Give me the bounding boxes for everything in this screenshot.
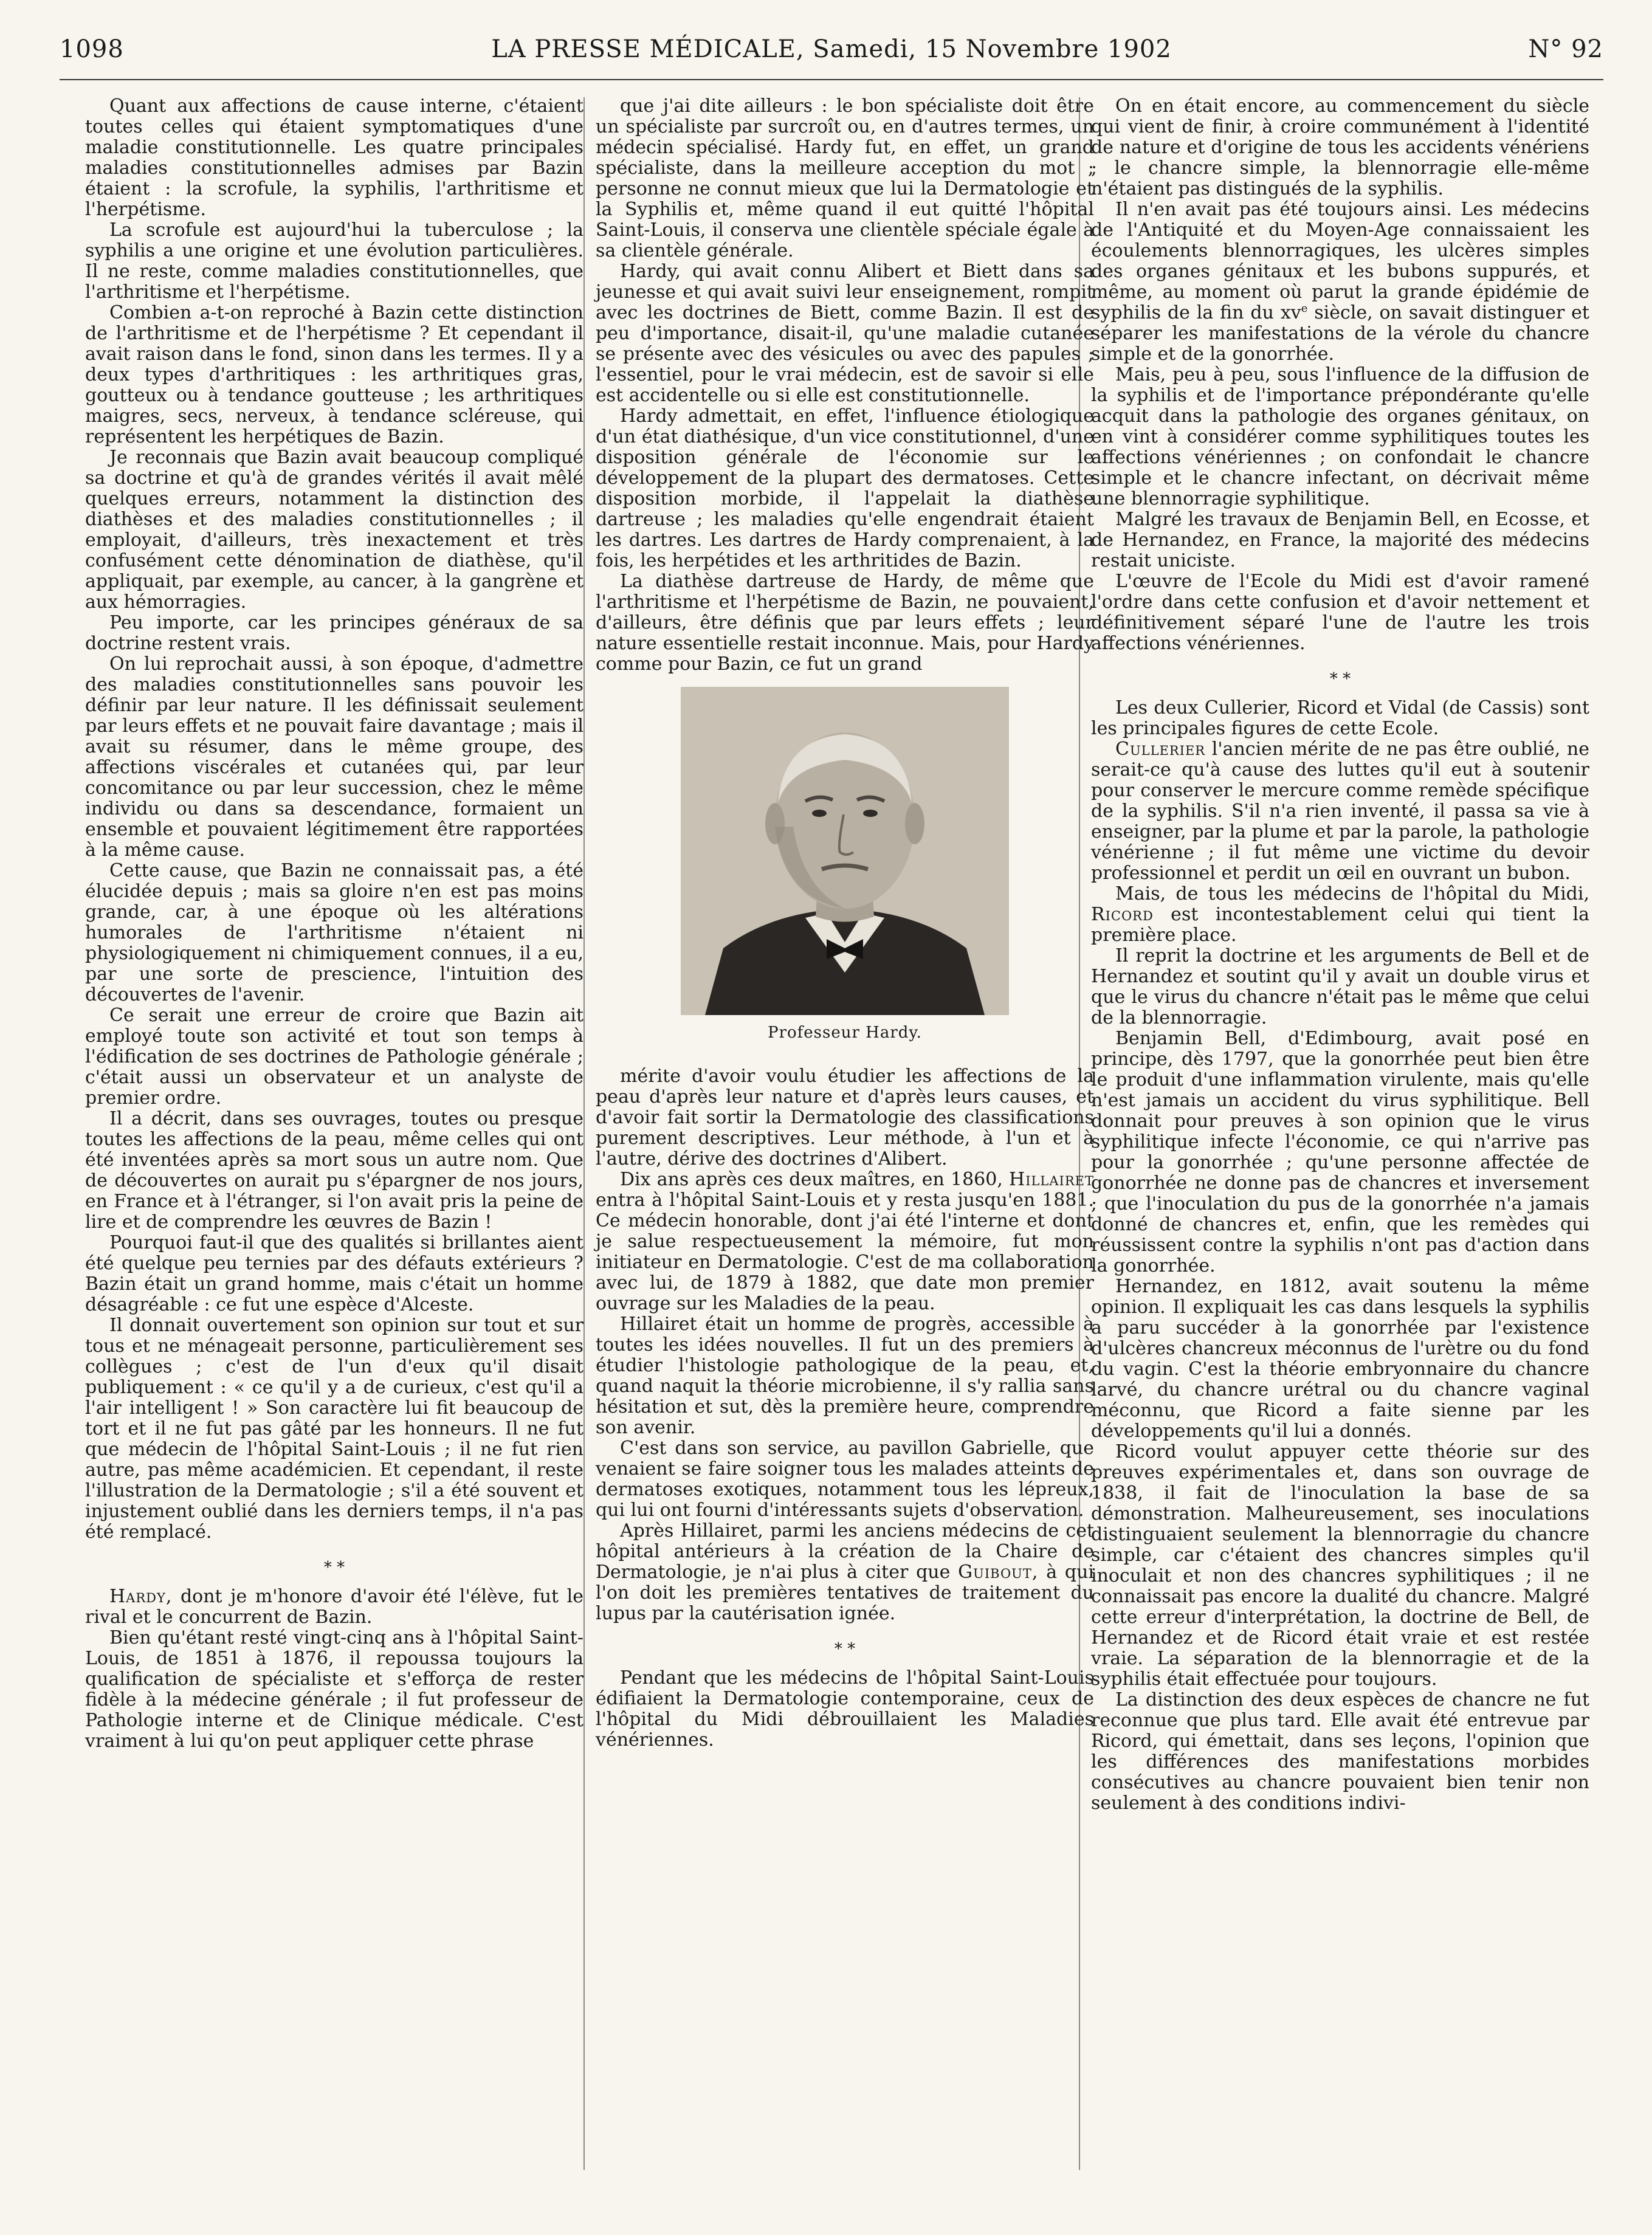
paragraph: Quant aux affections de cause interne, c'étaient toutes celles qui étaient symptomatiques d'une maladie constitutionnelle. Les quatre principales maladies constitutionnelles admises par Bazin étaient : la scrofule, la syphilis, l'arthritisme et l'herpétisme. [85, 95, 583, 220]
header-rule [60, 79, 1603, 80]
paragraph-text: l'ancien mérite de ne pas être oublié, ne serait-ce qu'à cause des luttes qu'il eut à soutenir pour conserver le mercure comme remède spécifique de la syphilis. S'il n'a rien inventé, il passa sa vie à enseigner, par la plume et par la parole, la pathologie vénérienne ; il fut même une victime du devoir professionnel et perdit un œil en ouvrant un bubon. [1091, 739, 1589, 884]
column-1 [85, 96, 583, 1752]
page-header [60, 35, 1603, 78]
paragraph: La scrofule est aujourd'hui la tuberculose ; la syphilis a une origine et une évolution particulières. Il ne reste, comme maladies constitutionnelles, que l'arthritisme et l'herpétisme. [85, 219, 583, 303]
paragraph: Hardy, qui avait connu Alibert et Biett dans sa jeunesse et qui avait suivi leur enseignement, rompit avec les doctrines de Biett, comme Bazin. Il est de peu d'importance, disait-il, qu'une maladie cutanée se présente avec des vésicules ou avec des papules ; l'essentiel, pour le vrai médecin, est de savoir si elle est accidentelle ou si elle est constitutionnelle. [596, 261, 1094, 406]
paragraph: Hernandez, en 1812, avait soutenu la même opinion. Il expliquait les cas dans lesquels la syphilis a paru succéder à la gonorrhée par l'existence d'ulcères chancreux méconnus de l'urètre ou du fond du vagin. C'est la théorie embryonnaire du chancre larvé, du chancre urétral ou du chancre vaginal méconnu, que Ricord a faite sienne par les développements qu'il lui a donnés. [1091, 1276, 1589, 1442]
name-ricord: Ricord [1091, 904, 1154, 925]
paragraph [1091, 199, 1589, 365]
paragraph: que j'ai dite ailleurs : le bon spécialiste doit être un spécialiste par surcroît ou, en d'autres termes, un médecin spécialisé. Hardy fut, en effet, un grand spécialiste, dans la meilleure acception du mot ; personne ne connut mieux que lui la Dermatologie et la Syphilis et, même quand il eut quitté l'hôpital Saint-Louis, il conserva une clientèle spéciale égale à sa clientèle générale. [596, 95, 1094, 261]
paragraph: Il a décrit, dans ses ouvrages, toutes ou presque toutes les affections de la peau, même celles qui ont été inventées après sa mort sous un autre nom. Que de découvertes on aurait pu s'épargner de nos jours, en France et à l'étranger, si l'on avait pris la peine de lire et de comprendre les œuvres de Bazin ! [85, 1108, 583, 1233]
paragraph: Pendant que les médecins de l'hôpital Saint-Louis édifiaient la Dermatologie contemporaine, ceux de l'hôpital du Midi débrouillaient les Maladies vénériennes. [596, 1667, 1094, 1751]
name-cullerier: Cullerier [1115, 739, 1206, 760]
paragraph: Je reconnais que Bazin avait beaucoup compliqué sa doctrine et qu'à de grandes vérités il avait mêlé quelques erreurs, notamment la distinction des diathèses et des maladies constitutionnelles ; il employait, d'ailleurs, très inexactement et très confusément cette dénomination de diathèse, qu'il appliquait, par exemple, au cancer, à la gangrène et aux hémorragies. [85, 447, 583, 613]
paragraph [596, 1169, 1094, 1314]
paragraph: On en était encore, au commencement du siècle qui vient de finir, à croire communément à l'identité de nature et d'origine de tous les accidents vénériens ; le chancre simple, la blennorragie elle-même n'étaient pas distingués de la syphilis. [1091, 95, 1589, 199]
paragraph: Malgré les travaux de Benjamin Bell, en Ecosse, et de Hernandez, en France, la majorité des médecins restait uniciste. [1091, 509, 1589, 571]
paragraph: Ricord voulut appuyer cette théorie sur des preuves expérimentales et, dans son ouvrage de 1838, il fait de l'inoculation la base de sa démonstration. Malheureusement, ses inoculations distinguaient seulement la blennorragie du chancre simple, car c'étaient des chancres simples qu'il inoculait et non des chancres syphilitiques ; il ne connaissait pas encore la dualité du chancre. Malgré cette erreur d'interprétation, la doctrine de Bell, de Hernandez et de Ricord était vraie et est restée vraie. La séparation de la blennorragie et de la syphilis était effectuée pour toujours. [1091, 1441, 1589, 1690]
paragraph [596, 1521, 1094, 1624]
paragraph: L'œuvre de l'Ecole du Midi est d'avoir ramené l'ordre dans cette confusion et d'avoir nettement et définitivement séparé l'une de l'autre les trois affections vénériennes. [1091, 571, 1589, 654]
paragraph: Ce serait une erreur de croire que Bazin ait employé toute son activité et tout son temps à l'édification de ses doctrines de Pathologie générale ; c'était aussi un observateur et un analyste de premier ordre. [85, 1005, 583, 1109]
superscript: e [1301, 302, 1308, 315]
paragraph [85, 1586, 583, 1628]
paragraph: Il donnait ouvertement son opinion sur tout et sur tous et ne ménageait personne, particulièrement ses collègues ; c'est de l'un d'eux qu'il disait publiquement : « ce qu'il y a de curieux, c'est qu'il a l'air intelligent ! » Son caractère lui fit beaucoup de tort et il ne fut pas gâté par les honneurs. Il ne fut que médecin de l'hôpital Saint-Louis ; il ne fut rien autre, pas même académicien. Et cependant, il reste l'illustration de la Dermatologie ; s'il a été souvent et injustement oublié dans les derniers temps, il n'a pas été remplacé. [85, 1315, 583, 1543]
paragraph-text: Il n'en avait pas été toujours ainsi. Les médecins de l'Antiquité et du Moyen-Age connaissaient les écoulements blennorragiques, les ulcères simples des organes génitaux et les bubons suppurés, et même, au moment où parut la grande épidémie de syphilis de la fin du xv [1091, 199, 1589, 323]
portrait-caption: Professeur Hardy. [768, 1024, 922, 1042]
paragraph-text: siècle, on savait distinguer et séparer les manifestations de la vérole du chancre simple et de la gonorrhée. [1091, 302, 1589, 365]
paragraph: La distinction des deux espèces de chancre ne fut reconnue que plus tard. Elle avait été entrevue par Ricord, qui émettait, dans ses leçons, l'opinion que les différences des manifestations morbides consécutives au chancre pouvaient bien tenir non seulement à des conditions indivi- [1091, 1689, 1589, 1814]
paragraph: Cette cause, que Bazin ne connaissait pas, a été élucidée depuis ; mais sa gloire n'en est pas moins grande, car, à une époque où les altérations humorales de l'arthritisme n'étaient ni physiologiquement ni chimiquement connues, il a eu, par une sorte de prescience, l'intuition des découvertes de l'avenir. [85, 860, 583, 1005]
paragraph-text: dont je m'honore d'avoir été l'élève, fut le rival et le concurrent de Bazin. [85, 1586, 583, 1628]
name-guibout: Guibout, [958, 1562, 1039, 1583]
paragraph-text: à qui l'on doit les premières tentatives de traitement du lupus par la cautérisation ignée. [596, 1562, 1094, 1624]
portrait-illustration [681, 687, 1009, 1015]
section-separator: * * [1329, 670, 1351, 688]
paragraph: Les deux Cullerier, Ricord et Vidal (de Cassis) sont les principales figures de cette Ecole. [1091, 697, 1589, 739]
column-3 [1091, 96, 1589, 1814]
paragraph: Peu importe, car les principes généraux de sa doctrine restent vrais. [85, 612, 583, 654]
paragraph: La diathèse dartreuse de Hardy, de même que l'arthritisme et l'herpétisme de Bazin, ne pouvaient, d'ailleurs, être définis que par leurs effets ; leur nature essentielle restait inconnue. Mais, pour Hardy comme pour Bazin, ce fut un grand [596, 571, 1094, 675]
name-hardy: Hardy, [109, 1586, 173, 1607]
paragraph: mérite d'avoir voulu étudier les affections de la peau d'après leur nature et d'après leurs causes, et d'avoir fait sortir la Dermatologie des classifications purement descriptives. Leur méthode, à l'un et à l'autre, dérive des doctrines d'Alibert. [596, 1066, 1094, 1169]
paragraph-text: Dix ans après ces deux maîtres, en 1860, [620, 1169, 1010, 1190]
paragraph [1091, 739, 1589, 884]
section-separator: * * [834, 1640, 856, 1658]
paragraph: Hillairet était un homme de progrès, accessible à toutes les idées nouvelles. Il fut un des premiers à étudier l'histologie pathologique de la peau, et, quand naquit la théorie microbienne, il s'y rallia sans hésitation et sut, dès la première heure, comprendre son avenir. [596, 1314, 1094, 1438]
paragraph-text: Après Hillairet, parmi les anciens médecins de cet hôpital antérieurs à la création de la Chaire de Dermatologie, je n'ai plus à citer que [596, 1520, 1094, 1583]
paragraph [1091, 884, 1589, 946]
column-divider [583, 97, 585, 2170]
journal-title: LA PRESSE MÉDICALE, Samedi, 15 Novembre 1902 [491, 35, 1172, 63]
paragraph: Hardy admettait, en effet, l'influence étiologique d'un état diathésique, d'un vice constitutionnel, d'une disposition générale de l'économie sur le développement de la plupart des dermatoses. Cette disposition morbide, il l'appelait la diathèse dartreuse ; les maladies qu'elle engendrait étaient les dartres. Les dartres de Hardy comprenaient, à la fois, les herpétides et les arthritides de Bazin. [596, 405, 1094, 571]
paragraph-text: est incontestablement celui qui tient la première place. [1091, 904, 1589, 946]
paragraph: C'est dans son service, au pavillon Gabrielle, que venaient se faire soigner tous les malades atteints de dermatoses exotiques, notamment tous les lépreux, qui lui ont fourni d'intéressants sujets d'observation. [596, 1438, 1094, 1521]
paragraph: Benjamin Bell, d'Edimbourg, avait posé en principe, dès 1797, que la gonorrhée peut bien être le produit d'une inflammation virulente, mais qu'elle n'est jamais un accident du virus syphilitique. Bell donnait pour preuves à son opinion que le virus syphilitique infecte l'économie, ce qui n'arrive pas pour la gonorrhée ; qu'une personne affectée de gonorrhée ne donne pas de chancres et inversement ; que l'inoculation du pus de la gonorrhée n'a jamais donné de chancres et, enfin, que les remèdes qui réussissent contre la syphilis n'ont pas d'action dans la gonorrhée. [1091, 1028, 1589, 1276]
paragraph: Mais, peu à peu, sous l'influence de la diffusion de la syphilis et de l'importance prépondérante qu'elle acquit dans la pathologie des organes génitaux, on en vint à considérer comme syphilitiques toutes les affections vénériennes ; on confondait le chancre simple et le chancre infectant, on décrivait même une blennorragie syphilitique. [1091, 364, 1589, 509]
paragraph-text: Mais, de tous les médecins de l'hôpital du Midi, [1115, 883, 1589, 904]
section-separator: * * [323, 1558, 345, 1577]
paragraph-text: entra à l'hôpital Saint-Louis et y resta jusqu'en 1881. Ce médecin honorable, dont j'ai été l'interne et dont je salue respectueusement la mémoire, fut mon initiateur en Dermatologie. C'est de ma collaboration avec lui, de 1879 à 1882, que date mon premier ouvrage sur les Maladies de la peau. [596, 1190, 1094, 1314]
portrait-photo [681, 687, 1009, 1015]
name-hillairet: Hillairet [1009, 1169, 1094, 1190]
paragraph: On lui reprochait aussi, à son époque, d'admettre des maladies constitutionnelles sans pouvoir les définir par leur nature. Il les définissait seulement par leurs effets et ne pouvait faire davantage ; mais il avait su résumer, dans le même groupe, des affections viscérales et cutanées qui, par leur concomitance ou par leur succession, chez le même individu ou dans sa descendance, formaient un ensemble et pouvaient légitimement être rapportées à la même cause. [85, 653, 583, 861]
column-2 [596, 96, 1094, 1751]
portrait-figure [675, 687, 1015, 1042]
paragraph: Combien a-t-on reproché à Bazin cette distinction de l'arthritisme et de l'herpétisme ? Et cependant il avait raison dans le fond, sinon dans les termes. Il y a deux types d'arthritiques : les arthritiques gras, goutteux ou à tendance goutteuse ; les arthritiques maigres, secs, nerveux, à tendance scléreuse, qui représentent les herpétiques de Bazin. [85, 302, 583, 447]
issue-number: N° 92 [1528, 35, 1603, 63]
paragraph: Bien qu'étant resté vingt-cinq ans à l'hôpital Saint-Louis, de 1851 à 1876, il repoussa toujours la qualification de spécialiste et s'efforça de rester fidèle à la médecine générale ; il fut professeur de Pathologie interne et de Clinique médicale. C'est vraiment à lui qu'on peut appliquer cette phrase [85, 1627, 583, 1752]
page-number: 1098 [60, 35, 124, 63]
paragraph: Pourquoi faut-il que des qualités si brillantes aient été quelque peu ternies par des défauts extérieurs ? Bazin était un grand homme, mais c'était un homme désagréable : ce fut une espèce d'Alceste. [85, 1232, 583, 1315]
paragraph: Il reprit la doctrine et les arguments de Bell et de Hernandez et soutint qu'il y avait un double virus et que le virus du chancre n'était pas le même que celui de la blennorragie. [1091, 945, 1589, 1028]
